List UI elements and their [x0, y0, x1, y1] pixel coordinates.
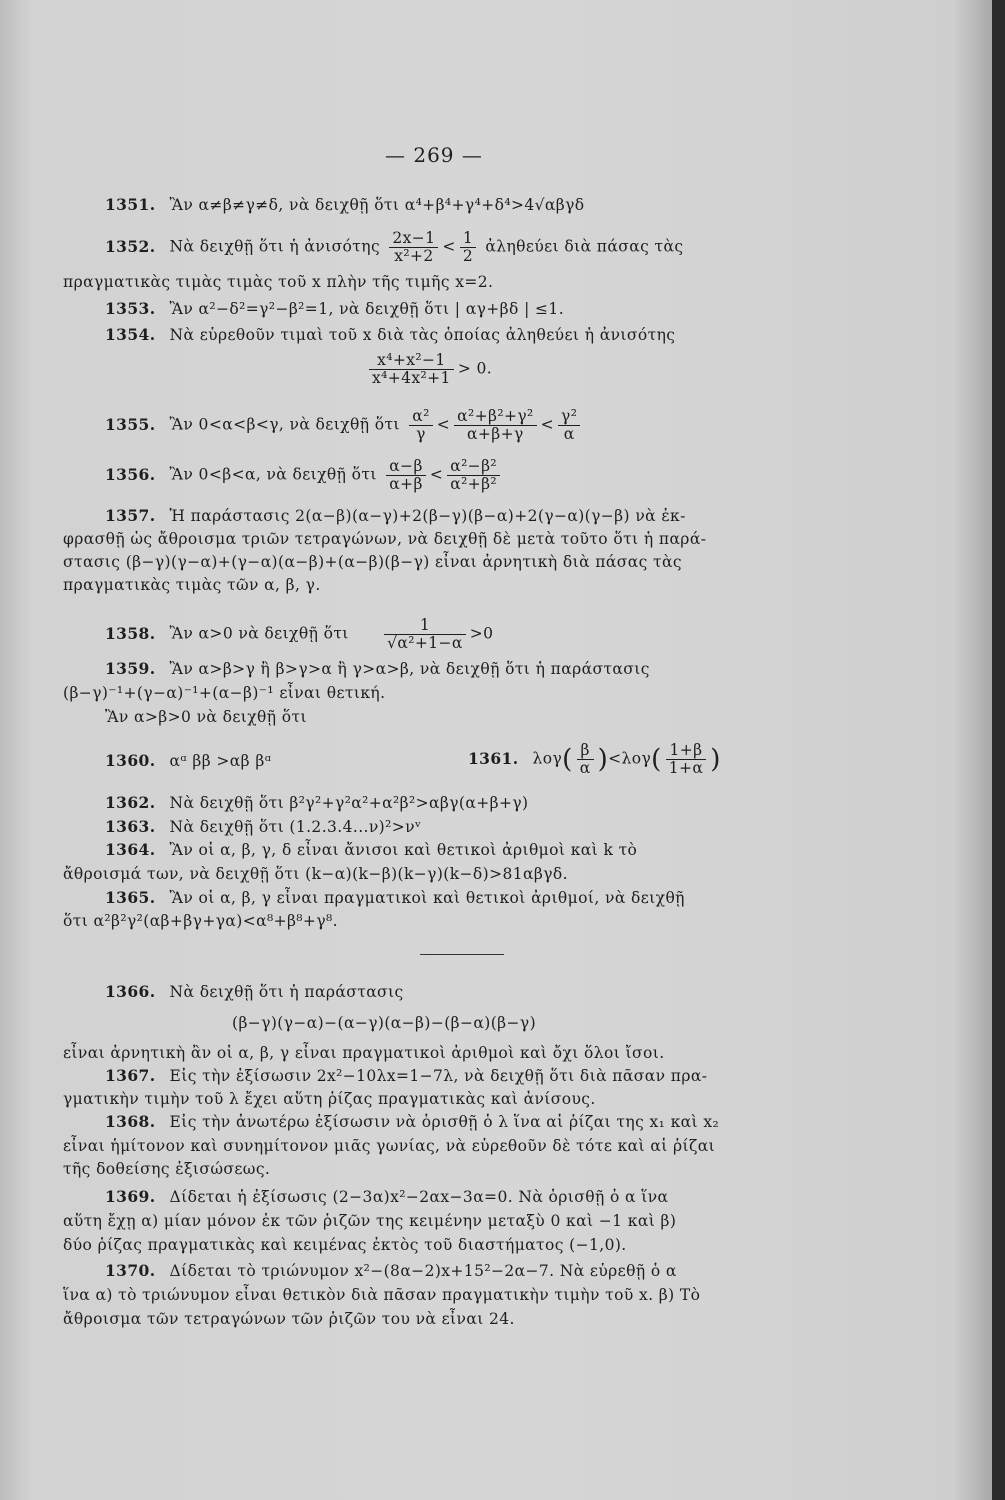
numerator: 2x−1	[389, 230, 438, 248]
numerator: α²	[409, 408, 432, 426]
numerator: β	[577, 742, 594, 760]
problem-1368	[105, 1113, 719, 1131]
problem-1353	[105, 300, 564, 318]
problem-1370	[105, 1262, 677, 1280]
problem-formula: (β−γ)(γ−α)−(α−γ)(α−β)−(β−α)(β−γ)	[232, 1014, 537, 1032]
denominator: 2	[462, 247, 474, 265]
problem-text: Ἂν α≠β≠γ≠δ, νὰ δειχθῇ ὅτι α⁴+β⁴+γ⁴+δ⁴>4√αβγδ	[169, 196, 585, 214]
problem-number: 1363.	[105, 817, 156, 836]
problem-1357	[105, 507, 686, 525]
problem-text: ἀληθεύει διὰ πάσας τὰς	[485, 237, 684, 256]
problem-number: 1370.	[105, 1261, 156, 1280]
numerator: α²−β²	[447, 458, 500, 476]
denominator: x⁴+4x²+1	[372, 369, 451, 387]
fraction	[386, 458, 426, 493]
problem-1351	[105, 196, 585, 214]
problem-text: Ἂν οἱ α, β, γ, δ εἶναι ἄνισοι καὶ θετικοὶ ἀριθμοὶ καὶ k τὸ	[169, 841, 638, 859]
problem-text: Ἂν 0<β<α, νὰ δειχθῇ ὅτι	[169, 465, 377, 484]
problem-text: Ἂν 0<α<β<γ, νὰ δειχθῇ ὅτι	[169, 415, 400, 434]
problem-1366	[105, 983, 404, 1001]
fraction	[389, 230, 438, 265]
denominator: γ	[416, 425, 426, 443]
problem-text: Ἂν οἱ α, β, γ εἶναι πραγματικοὶ καὶ θετικοὶ ἀριθμοί, νὰ δειχθῇ	[169, 889, 685, 907]
problem-number: 1359.	[105, 659, 156, 678]
problem-text: δύο ῥίζας πραγματικὰς καὶ κειμένας ἐκτὸς τοῦ διαστήματος (−1,0).	[63, 1236, 627, 1254]
fraction	[409, 408, 432, 443]
numerator: 1	[384, 617, 466, 635]
relation: <	[436, 415, 451, 434]
relation: <λογ	[608, 749, 652, 768]
denominator: α+β	[389, 475, 423, 493]
denominator: α	[579, 759, 591, 777]
fraction	[460, 230, 476, 265]
fraction	[558, 408, 580, 443]
fraction	[447, 458, 500, 493]
problem-text: Νὰ εὑρεθοῦν τιμαὶ τοῦ x διὰ τὰς ὁποίας ἀληθεύει ἡ ἀνισότης	[169, 326, 676, 344]
numerator: x⁴+x²−1	[369, 352, 454, 370]
denominator: α	[563, 425, 575, 443]
problem-1354	[105, 326, 675, 344]
problem-1354-formula	[365, 352, 492, 387]
problem-number: 1351.	[105, 195, 156, 214]
problem-number: 1360.	[105, 751, 156, 770]
relation: <	[429, 465, 444, 484]
log-label: λογ	[532, 749, 563, 768]
problem-text: Νὰ δειχθῇ ὅτι β²γ²+γ²α²+α²β²>αβγ(α+β+γ)	[169, 794, 529, 812]
page-number: — 269 —	[385, 143, 483, 167]
problem-number: 1358.	[105, 623, 156, 643]
denominator: α²+β²	[450, 475, 498, 493]
problem-number: 1366.	[105, 982, 156, 1001]
problem-number: 1352.	[105, 236, 156, 256]
problem-1356	[105, 458, 504, 493]
problem-1365	[105, 889, 685, 907]
problem-text: Δίδεται τὸ τριώνυμον x²−(8α−2)x+15²−2α−7. Νὰ εὑρεθῇ ὁ α	[169, 1262, 677, 1280]
problem-text: πραγματικὰς τιμὰς τῶν α, β, γ.	[63, 576, 321, 594]
problem-text: ἵνα α) τὸ τριώνυμον εἶναι θετικὸν διὰ πᾶσαν πραγματικὴν τιμὴν τοῦ x. β) Τὸ	[63, 1286, 701, 1304]
problem-text: εἶναι ἀρνητικὴ ἂν οἱ α, β, γ εἶναι πραγματικοὶ ἀριθμοὶ καὶ ὄχι ὅλοι ἴσοι.	[63, 1044, 665, 1062]
problem-text: τῆς δοθείσης ἐξισώσεως.	[63, 1160, 271, 1178]
problem-1352	[105, 230, 683, 265]
fraction	[454, 408, 537, 443]
problem-number: 1368.	[105, 1112, 156, 1131]
section-divider	[420, 954, 504, 955]
problem-1369	[105, 1188, 668, 1206]
denominator: √α²+1−α	[387, 634, 463, 652]
problem-text: γματικὴν τιμὴν τοῦ λ ἔχει αὕτη ῥίζας πραγματικὰς καὶ ἀνίσους.	[63, 1090, 596, 1108]
problem-1367	[105, 1067, 707, 1085]
problem-text: (β−γ)⁻¹+(γ−α)⁻¹+(α−β)⁻¹ εἶναι θετική.	[63, 684, 386, 702]
problem-number: 1367.	[105, 1066, 156, 1085]
problem-1358	[105, 617, 493, 652]
problem-number: 1365.	[105, 888, 156, 907]
problem-text: ἄθροισμα τῶν τετραγώνων τῶν ῥιζῶν του νὰ εἶναι 24.	[63, 1310, 515, 1328]
problem-text: φρασθῇ ὡς ἄθροισμα τριῶν τετραγώνων, νὰ δειχθῇ δὲ μετὰ τοῦτο ὅτι ἡ παρά-	[63, 530, 707, 548]
numerator: γ²	[558, 408, 580, 426]
problem-1361: 1361. λογ( $\frac{\beta}{\alpha}$ )<λογ( $\frac{1+\beta}{1+\alpha}$ )	[468, 741, 721, 777]
problem-number: 1364.	[105, 840, 156, 859]
relation: <	[540, 415, 555, 434]
numerator: α²+β²+γ²	[454, 408, 537, 426]
problem-text: Δίδεται ἡ ἐξίσωσις (2−3α)x²−2αx−3α=0. Νὰ ὁρισθῇ ὁ α ἵνα	[169, 1188, 669, 1206]
fraction	[666, 742, 707, 777]
problem-1363	[105, 818, 421, 836]
denominator: x²+2	[394, 247, 434, 265]
fraction	[384, 617, 466, 652]
numerator: 1+β	[666, 742, 707, 760]
problem-text: αὕτη ἔχῃ α) μίαν μόνον ἐκ τῶν ῥιζῶν της κειμένην μεταξὺ 0 καὶ −1 καὶ β)	[63, 1212, 677, 1230]
problem-text: Εἰς τὴν ἐξίσωσιν 2x²−10λx=1−7λ, νὰ δειχθῇ ὅτι διὰ πᾶσαν πρα-	[169, 1067, 708, 1085]
problem-1360	[105, 752, 271, 770]
problem-text: Εἰς τὴν ἀνωτέρω ἐξίσωσιν νὰ ὁρισθῇ ὁ λ ἵνα αἱ ῥίζαι της x₁ καὶ x₂	[169, 1113, 720, 1131]
problem-1352-cont: πραγματικὰς τιμὰς τιμὰς τοῦ x πλὴν τῆς τιμῆς x=2.	[63, 273, 494, 291]
problem-text: Νὰ δειχθῇ ὅτι (1.2.3.4...ν)²>νᵛ	[169, 818, 422, 836]
problem-text: αᵅ ββ >αβ βᵅ	[169, 752, 272, 770]
problem-number: 1369.	[105, 1187, 156, 1206]
problem-text: ἄθροισμά των, νὰ δειχθῇ ὅτι (k−α)(k−β)(k−γ)(k−δ)>81αβγδ.	[63, 865, 568, 883]
problem-text: Νὰ δειχθῇ ὅτι ἡ ἀνισότης	[169, 237, 381, 256]
problem-number: 1357.	[105, 506, 156, 525]
denominator: 1+α	[668, 759, 704, 777]
problem-text: Ἡ παράστασις 2(α−β)(α−γ)+2(β−γ)(β−α)+2(γ−α)(γ−β) νὰ ἐκ-	[169, 507, 686, 525]
problem-text: Ἂν α>β>0 νὰ δειχθῇ ὅτι	[105, 708, 307, 726]
problem-number: 1361.	[468, 748, 519, 768]
problem-1362	[105, 794, 528, 812]
problem-number: 1355.	[105, 414, 156, 434]
relation: > 0.	[457, 359, 493, 378]
problem-text: εἶναι ἡμίτονον καὶ συνημίτονον μιᾶς γωνίας, νὰ εὑρεθοῦν δὲ τότε καὶ αἱ ῥίζαι	[63, 1137, 716, 1155]
denominator: α+β+γ	[467, 425, 524, 443]
problem-number: 1362.	[105, 793, 156, 812]
problem-1359	[105, 660, 650, 678]
problem-text: Ἂν α>0 νὰ δειχθῇ ὅτι	[169, 624, 349, 643]
problem-1355	[105, 408, 584, 443]
numerator: 1	[460, 230, 476, 248]
problem-text: Ἂν α>β>γ ἢ β>γ>α ἢ γ>α>β, νὰ δειχθῇ ὅτι ἡ παράστασις	[169, 660, 650, 678]
problem-number: 1354.	[105, 325, 156, 344]
fraction	[577, 742, 594, 777]
problem-text: στασις (β−γ)(γ−α)+(γ−α)(α−β)+(α−β)(β−γ) εἶναι ἀρνητικὴ διὰ πάσας τὰς	[63, 553, 682, 571]
relation: >0	[469, 624, 494, 643]
problem-1364	[105, 841, 637, 859]
problem-text: Νὰ δειχθῇ ὅτι ἡ παράστασις	[169, 983, 404, 1001]
problem-text: Ἂν α²−δ²=γ²−β²=1, νὰ δειχθῇ ὅτι | αγ+βδ | ≤1.	[169, 300, 565, 318]
fraction	[369, 352, 454, 387]
problem-text: ὅτι α²β²γ²(αβ+βγ+γα)<α⁸+β⁸+γ⁸.	[63, 912, 338, 930]
numerator: α−β	[386, 458, 426, 476]
book-edge	[992, 0, 1005, 1500]
relation: <	[442, 237, 456, 256]
problem-number: 1356.	[105, 464, 156, 484]
problem-number: 1353.	[105, 299, 156, 318]
